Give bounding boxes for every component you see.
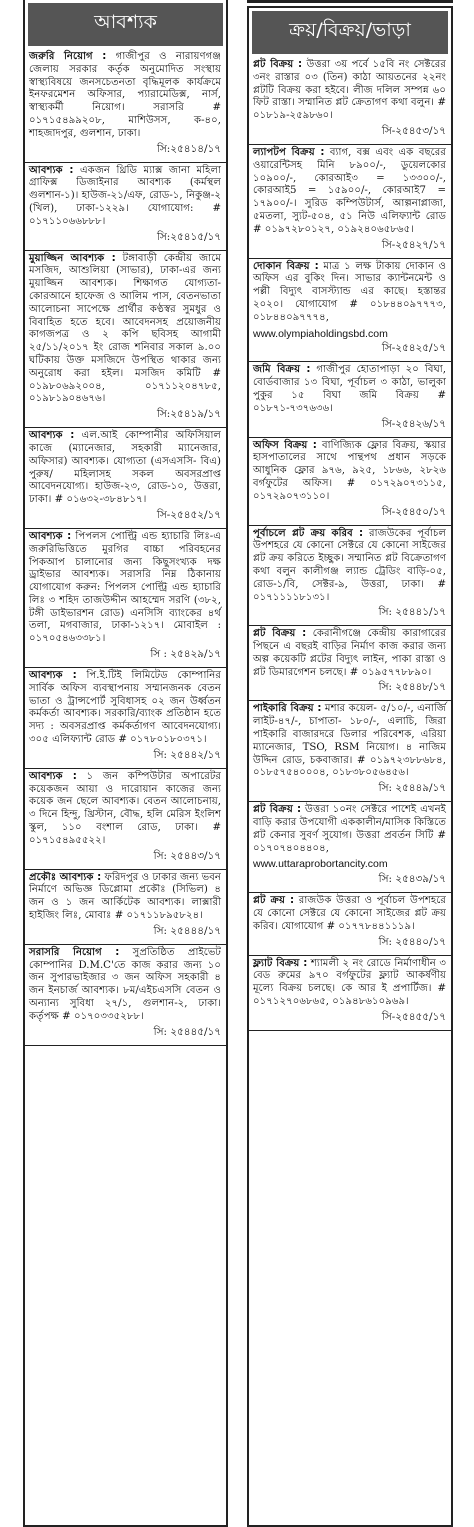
ad-body: ফরিদপুর ও ঢাকার জন্য ভবন নির্মাণে অভিজ্ঞ ডিপ্লোমা প্রকৌঃ (সিভিল) ৪ জন ও ১ জন আর্কিটেক আবশ্যক। লাক্সারী হাইজিং লিঃ, মোবাঃ # ০১৭১১৮৯৫৮২৪।	[29, 871, 221, 922]
ad-body: মশার কয়েল- ৫/১০/-, এনার্জি লাইট-৪৭/-, চাপাতা- ১৮০/-, এলাচি, জিরা পাইকারি বাজারদরে ডিলার পরিবেশক, এরিয়া ম্যানেজার, TSO, RSM নিয়োগ। ৪ নাজিম উদ্দিন রোড, চকবাজার। # ০১৯৭২৩৮৮৬৮৪, ০১৮৫৭৫৪০০০৪, ০১৮৩৮০৫৬৪৫৬।	[253, 703, 446, 779]
ad-keyword: জমি বিক্রয় :	[253, 364, 311, 376]
ad-text	[25, 251, 226, 407]
ad-keyword: পাইকারি বিক্রয় :	[253, 703, 322, 715]
column-header-buy-sell-rent: ক্রয়/বিক্রয়/ভাড়া	[252, 11, 448, 54]
ad-body: মাত্র ১ লক্ষ টাকায় দোকান ও অফিস এর বুকিং দিন। সাভার ক্যান্টনমেন্ট ও পল্লী বিদ্যুৎ বাসস্ট্যান্ড এর কাছে। হস্তান্তর ২০২০। যোগাযোগ # ০১৮৪৪০৯৭৭৭৩, ০১৮৪৪০৯৭৭৭৪,	[253, 260, 446, 323]
ad-body: শ্যামলী ২ নং রোডে নির্মাণাধীন ৩ বেড রুমের ৯৭০ বর্গফুটের ফ্ল্যাট আকর্ষণীয় মূল্যে বিক্রয় চলছে। কে আর ই প্রপার্টিজ। # ০১৭১২৭০৬৮৬৫, ০১৯৪৮৬১০৯৬৯।	[253, 957, 446, 1008]
ad-keyword: আবশ্যক :	[29, 770, 77, 782]
ad-body: এল.আই কোম্পানীর অফিসিয়াল কাজে (ম্যানেজার, সহকারী ম্যানেজার, অফিসার) আবশ্যক। যোগ্যতা (এসএসসি- বিএ) পুরুষ/ মহিলাসহ সকল অবসরপ্রাপ্ত আবেদনযোগ্য। হাউজ-২৩, রোড-১০, উত্তরা, ঢাকা। # ০১৬৩২-৩৮৪৮১৭।	[29, 430, 221, 506]
ad-reference-code: সি: ২৫৪৪৮/১৭	[378, 681, 446, 694]
ad-reference-code: সি: ২৫৪৪৩/১৭	[153, 849, 221, 862]
ad-text	[249, 701, 451, 780]
ad-body: টঙ্গাবাড়ী কেন্দ্রীয় জামে মসজিদ, আশুলিয়া (সাভার), ঢাকা-এর জন্য মুয়াজ্জিন আবশ্যক। শিক্ষাগত যোগ্যতা- কোরআনে হাফেজ ও আলিম পাস, বেতনভাতা আলোচনা সাপেক্ষে প্রার্থীর কণ্ঠস্বর সুমধুর ও বিবাহিত হতে হবে। আবেদনসহ প্রয়োজনীয় কাগজপত্র ও ২ কপি ছবিসহ আগামী ২৫/১১/২০১৭ ইং রোজ শনিবার সকাল ৯.০০ ঘটিকায় উক্ত মসজিদে উপস্থিত থাকার জন্য অনুরোধ করা হইল। মসজিদ কমিটি # ০১৯৮০৬৯২০০৪, ০১৭১১২০৪৭৮৫, ০১৯৮১৯০৪৬৭৬।	[29, 252, 221, 405]
ad-reference-code: সি:২৫৪১৪/১৭	[156, 142, 221, 155]
ad-body: গাজীপুর ও নারায়ণগঞ্জ জেলায় সরকার কর্তৃক অনুমোদিত সংস্থায় স্বাস্থ্যবিষয়ে জনসচেতনতা বৃদ্ধিমূলক কার্যক্রমে ইনফরমেশন অফিসার, প্যারামেডিক্স, নার্স, স্বাস্থ্যকর্মী নিয়োগ। সরাসরি # ০১৭১৫৪৯৯২০৮, মাশিউসস, ক-৪০, শাহজাদপুর, গুলশান, ঢাকা।	[29, 51, 221, 139]
classified-ad	[249, 526, 451, 627]
ad-reference-code: সি-২৫৪৫০/১৭	[381, 505, 446, 518]
ad-keyword: ল্যাপটপ বিক্রয় :	[253, 146, 325, 158]
ad-text	[25, 870, 226, 923]
ad-body: উত্তরা ৩য় পর্বে ১৫বি নং সেক্টরের ৩নং রাস্তার ০৩ (তিন) কাঠা আয়তনের ২২নং প্লটটি বিক্রয় করা হইবে। লীজ দলিল সম্পন্ন ৬০ ফিট রাস্তা। সম্মানিত প্লট ক্রেতাগণ কথা বলুন। # ০১৮১৯-২৫৯৮৬০।	[253, 59, 447, 122]
ad-text	[249, 626, 451, 679]
ad-body: বাণিজ্যিক ফ্লোর বিক্রয়, স্কয়ার হাসপাতালের সাথে পান্থপথ প্রধান সড়কে আধুনিক ফ্লোর ৯৭৬, ৯২৫, ১৮৬৬, ২৮২৬ বর্গফুটের অফিস। # ০১৭২৯০৭৩১১৫, ০১৭২৯০৭৩১১০।	[253, 439, 446, 502]
ad-keyword: আবশ্যক :	[29, 530, 72, 542]
ad-body: উত্তরা ১০নং সেক্টরে পাশেই এখনই বাড়ি করার উপযোগী এককালীন/মাসিক কিস্তিতে প্লট কেনার সুবর্ণ সুযোগ। উত্তরা প্রবর্তন সিটি # ০১৭০৭৪০৪৪০৪,	[253, 804, 446, 854]
ad-body: ব্যাগ, বক্স এবং এক বছরের ওয়ারেন্টিসহ মিনি ৮৯০০/-, ডুয়েলকোর ১০৯০০/-, কোরআই৩ = ১৩৩০০/-, কোরআই5 = ১৫৯০০/-, কোরআই7 = ১৭৯০০/-। সুরিড কম্পিউটার্স, আল্পনাপ্লাজা, ৫মতলা, স্যুট-৫০৪, ৫১ নিউ এলিফ্যান্ট রোড # ০১৯৭২৮০১২৭, ০১৯২৪০৬৫৮৬৫।	[253, 146, 446, 235]
ad-divider	[249, 1030, 451, 1031]
classified-ad	[25, 163, 226, 251]
ad-text	[249, 526, 451, 605]
column-buy-sell-rent	[247, 6, 453, 1527]
ad-keyword: ফ্ল্যাট বিক্রয় :	[253, 957, 308, 969]
ad-keyword: প্রকৌঃ আবশ্যক :	[29, 871, 102, 883]
ad-keyword: আবশ্যক :	[29, 670, 77, 682]
ad-reference-code: সি : ২৫৪২৯/১৭	[150, 648, 221, 661]
ad-reference-code: সি-২৫৪২৬/১৭	[381, 417, 446, 430]
ad-text	[25, 769, 226, 848]
ad-reference-code: সি-২৫৪৫৩/১৭	[381, 124, 446, 137]
classified-ad	[25, 49, 226, 163]
classified-ad	[249, 57, 451, 145]
top-rule	[247, 0, 453, 3]
ad-reference-code: সি-২৫৪২৫/১৭	[381, 342, 446, 355]
ad-website-link[interactable]: www.olympiaholdingsbd.com	[253, 327, 388, 340]
classified-ad	[249, 802, 451, 893]
classified-ad	[25, 769, 226, 870]
ad-keyword: মুয়াজ্জিন আবশ্যক :	[29, 252, 116, 264]
ad-reference-code: সি: ২৫৪৪১/১৭	[378, 606, 446, 619]
classified-ad	[25, 945, 226, 1046]
ad-reference-code: সি: ২৫৪৪৯/১৭	[378, 782, 446, 795]
classified-ad	[249, 259, 451, 363]
ad-body: ১ জন কম্পিউটার অপারেটর কয়েকজন আয়া ও দারোয়ান কাজের জন্য কয়েক জন ছেলে আবশ্যক। বেতন আলোচনায়, ৩ দিনে হিন্দু, খ্রিস্টান, বৌদ্ধ, হলি মেরিস ইংলিশ স্কুল, ১১০ বংশাল রোড, ঢাকা। # ০১৭১৫৪৯৫৫২২।	[29, 770, 221, 846]
classified-ad	[249, 438, 451, 526]
ad-body: রাজউক উত্তরা ও পূর্বাচল উপশহরে যে কোনো সেক্টরে যে কোনো সাইজের প্লট ক্রয় করিব। যোগাযোগ # ০১৭৭৮৪৪১১১৯।	[253, 895, 446, 932]
ad-text	[249, 259, 451, 325]
ad-reference-code: সি: ২৫৪৩৯/১৭	[378, 873, 446, 886]
ad-keyword: জরুরি নিয়োগ :	[29, 51, 107, 62]
ad-reference-code: সি:২৫৪১৫/১৭	[156, 230, 221, 243]
classified-ad	[249, 362, 451, 437]
column-header-wanted: আবশ্যক	[28, 3, 223, 46]
ad-text	[25, 945, 226, 1024]
ad-keyword: প্লট বিক্রয় :	[253, 59, 303, 70]
ad-reference-code: সি-২৫৪৫৫/১৭	[381, 1010, 446, 1023]
ad-keyword: আবশ্যক :	[29, 430, 75, 442]
ad-reference-code: সি-২৫৪৫২/১৭	[156, 508, 221, 521]
ad-reference-code: সি: ২৫৪৪৪/১৭	[153, 924, 221, 937]
ad-reference-code: সি: ২৫৪৪৫/১৭	[153, 1025, 221, 1038]
ad-body: রাজউকের পূর্বাচল উপশহরে যে কোনো সেক্টরে যে কোনো সাইজের প্লট ক্রয় করিতে ইচ্ছুক। সম্মানিত প্লট বিক্রেতাগণ কথা বলুন কালীগঞ্জ ল্যান্ড ট্রেডিং বাড়ি-০৫, রোড-১/বি, সেক্টর-৯, উত্তরা, ঢাকা। # ০১৭১১১১৮১৩১।	[253, 527, 446, 603]
ad-keyword: পূর্বাচলে প্লট ক্রয় করিব :	[253, 527, 364, 539]
classified-ad	[25, 251, 226, 429]
ad-text	[249, 145, 451, 237]
ad-body: পি.ই.টিই লিমিটেড কোম্পানির সার্বিক অফিস ব্যবস্থাপনায় সম্মানজনক বেতন ভাতা ও ট্রান্সপোর্ট সুবিধাসহ ০২ জন উর্ধ্বতন কর্মকর্তা আবশ্যক। সরকারি/ব্যাংক প্রতিষ্ঠান হতে সদ্য : অবসরপ্রাপ্ত কর্মকর্তাগণ আবেদনযোগ্য। ৩০৫ এলিফ্যান্ট রোড # ০১৭৮০১৮০৩৭১।	[29, 670, 221, 746]
ad-divider	[25, 1045, 226, 1046]
ad-text	[249, 362, 451, 415]
ad-body: একজন থ্রিডি ম্যাক্স জানা মহিলা গ্রাফিক্স ডিজাইনার আবশ্যক (কর্মস্থল গুলশান-১)। হাউজ-২১/এফ, রোড-১, নিকুঞ্জ-২ (খিল), ঢাকা-১২২৯। যোগাযোগ: # ০১৭১১০৬৬৮৮৮।	[29, 164, 221, 227]
classified-ad	[25, 870, 226, 945]
ad-body: কেরানীগঞ্জে কেন্দ্রীয় কারাগারের পিছনে এ বছরই বাড়ির নির্মাণ কাজ করার জন্য অল্প কয়েকটি প্লটের বিদ্যুৎ লাইন, পাকা রাস্তা ও প্লট ডিমারগেশন চলছে। # ০১৯৫৭৭৮৮৯০।	[253, 628, 446, 678]
ad-text	[25, 428, 226, 507]
ad-text	[25, 668, 226, 747]
ad-reference-code: সি-২৫৪২৭/১৭	[381, 238, 446, 251]
classified-ad	[249, 956, 451, 1031]
ad-text	[249, 802, 451, 855]
ad-keyword: সরাসরি নিয়োগ :	[29, 946, 120, 958]
ad-text	[25, 163, 226, 229]
ad-reference-code: সি:২৫৪১৯/১৭	[156, 408, 221, 421]
ad-text	[249, 57, 451, 123]
ad-body: গাজীপুর হোতাপাড়া ২০ বিঘা, বোর্ডবাজার ১৩ বিঘা, পূর্বাচল ৩ কাঠা, ভালুকা পুকুর ১৫ বিঘা জমি বিক্রয় # ০১৮৭১-৭৩৭৬৩৬।	[253, 364, 446, 414]
ad-body: সুপ্রতিষ্ঠিত প্রাইভেট কোম্পানির D.M.C'তে কাজ করার জন্য ১০ জন সুপারভাইজার ৩ জন অফিস সহকারী ৪ জন ইনচার্জ আবশ্যক। ৮ম/এইচএসসি বেতন ও অন্যান্য সুবিধা ২৭/১, গুলশান-২, ঢাকা। কর্তৃপক্ষ # ০১৭০৩৩৫২৮৮।	[29, 946, 221, 1022]
ad-text	[25, 49, 226, 141]
ad-text	[249, 438, 451, 504]
ad-reference-code: সি: ২৫৪৪০/১৭	[378, 935, 446, 948]
ad-text	[249, 893, 451, 933]
ad-keyword: অফিস বিক্রয় :	[253, 439, 317, 451]
ad-body: পিপলস পোল্ট্রি এন্ড হ্যাচারি লিঃ-এ জরুরিভিত্তিতে মুরগির বাচ্চা পরিবহনের পিকআপ চালানোর জন্য কিছুসংখ্যক দক্ষ ড্রাইভার আবশ্যক। সরাসরি নিম্ন ঠিকানায় যোগাযোগ করুন: পিপলস পোল্ট্রি এন্ড হ্যাচারি লিঃ ৩ শহিদ তাজউদ্দীন আহম্মেদ সরণি (৩৮২, টঙ্গী ডাইভারশন রোড) এনসিসি ব্যাংকের ৪র্থ তলা, মগবাজার, ঢাকা-১২১৭। মোবাইল : ০১৭০৫৪৬৩৩৮১।	[29, 530, 221, 645]
ad-text	[25, 529, 226, 646]
ad-reference-code: সি: ২৫৪৪২/১৭	[153, 748, 221, 761]
ad-keyword: প্লট ক্রয় :	[253, 895, 295, 907]
ad-keyword: দোকান বিক্রয় :	[253, 260, 319, 272]
classified-ad	[25, 668, 226, 769]
ad-keyword: আবশ্যক :	[29, 164, 74, 176]
classified-ad	[25, 529, 226, 668]
classified-ad	[25, 428, 226, 529]
ad-website-link[interactable]: www.uttaraprobortancity.com	[253, 858, 388, 871]
column-wanted	[23, 0, 228, 1527]
classified-ad	[249, 145, 451, 259]
ad-keyword: প্লট বিক্রয় :	[253, 628, 307, 640]
ad-keyword: প্লট বিক্রয় :	[253, 804, 302, 816]
classified-ad	[249, 893, 451, 955]
classified-ad	[249, 701, 451, 802]
ad-text	[249, 956, 451, 1009]
classified-ad	[249, 626, 451, 701]
